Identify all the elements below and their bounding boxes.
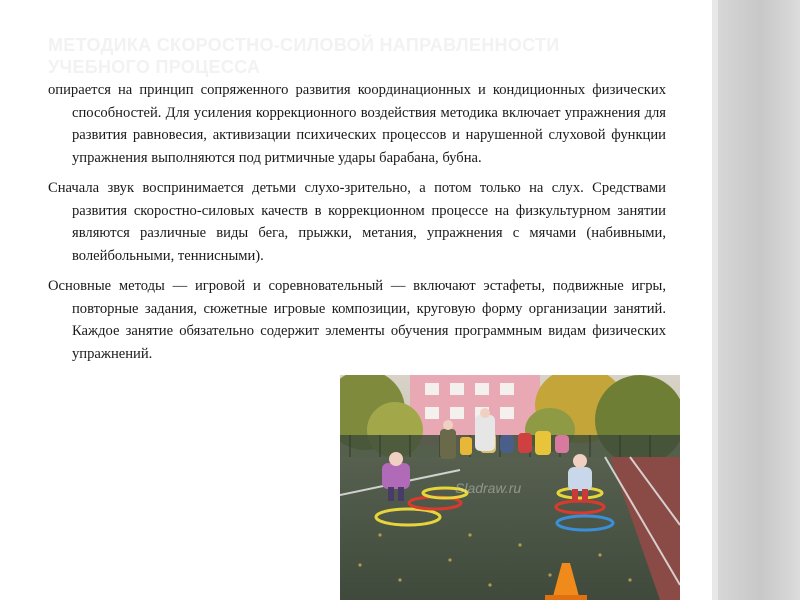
photo-watermark: Sladraw.ru [455,480,522,496]
slide-body [48,79,666,373]
paragraph-1: опирается на принцип сопряженного развития координационных и кондиционных физических способностей. Для усиления коррекционного воздействия методика включает упражнения для развития равновесия, активизации психических процессов и нарушенной слуховой функции упражнения выполняются под ритмичные удары барабана, бубна. [48,82,666,166]
paragraph-2: Сначала звук воспринимается детьми слухо-зрительно, а потом только на слух. Средствами развития скоростно-силовых качеств в коррекционном процессе на физкультурном занятии являются различные виды бега, прыжки, метания, упражнения с мячами (набивными, волейбольными, теннисными). [48,180,666,264]
paragraph-3: Основные методы — игровой и соревновательный — включают эстафеты, подвижные игры, повторные задания, сюжетные игровые композиции, круговую форму организации занятий. Каждое занятие обязательно содержит элементы обучения программным видам физических упражнений. [48,278,666,362]
slide-title: МЕТОДИКА СКОРОСТНО-СИЛОВОЙ НАПРАВЛЕННОСТИ УЧЕБНОГО ПРОЦЕССА [48,35,560,77]
playground-illustration [340,375,680,600]
kids-playground-photo [340,375,680,600]
decorative-side-band [712,0,800,600]
